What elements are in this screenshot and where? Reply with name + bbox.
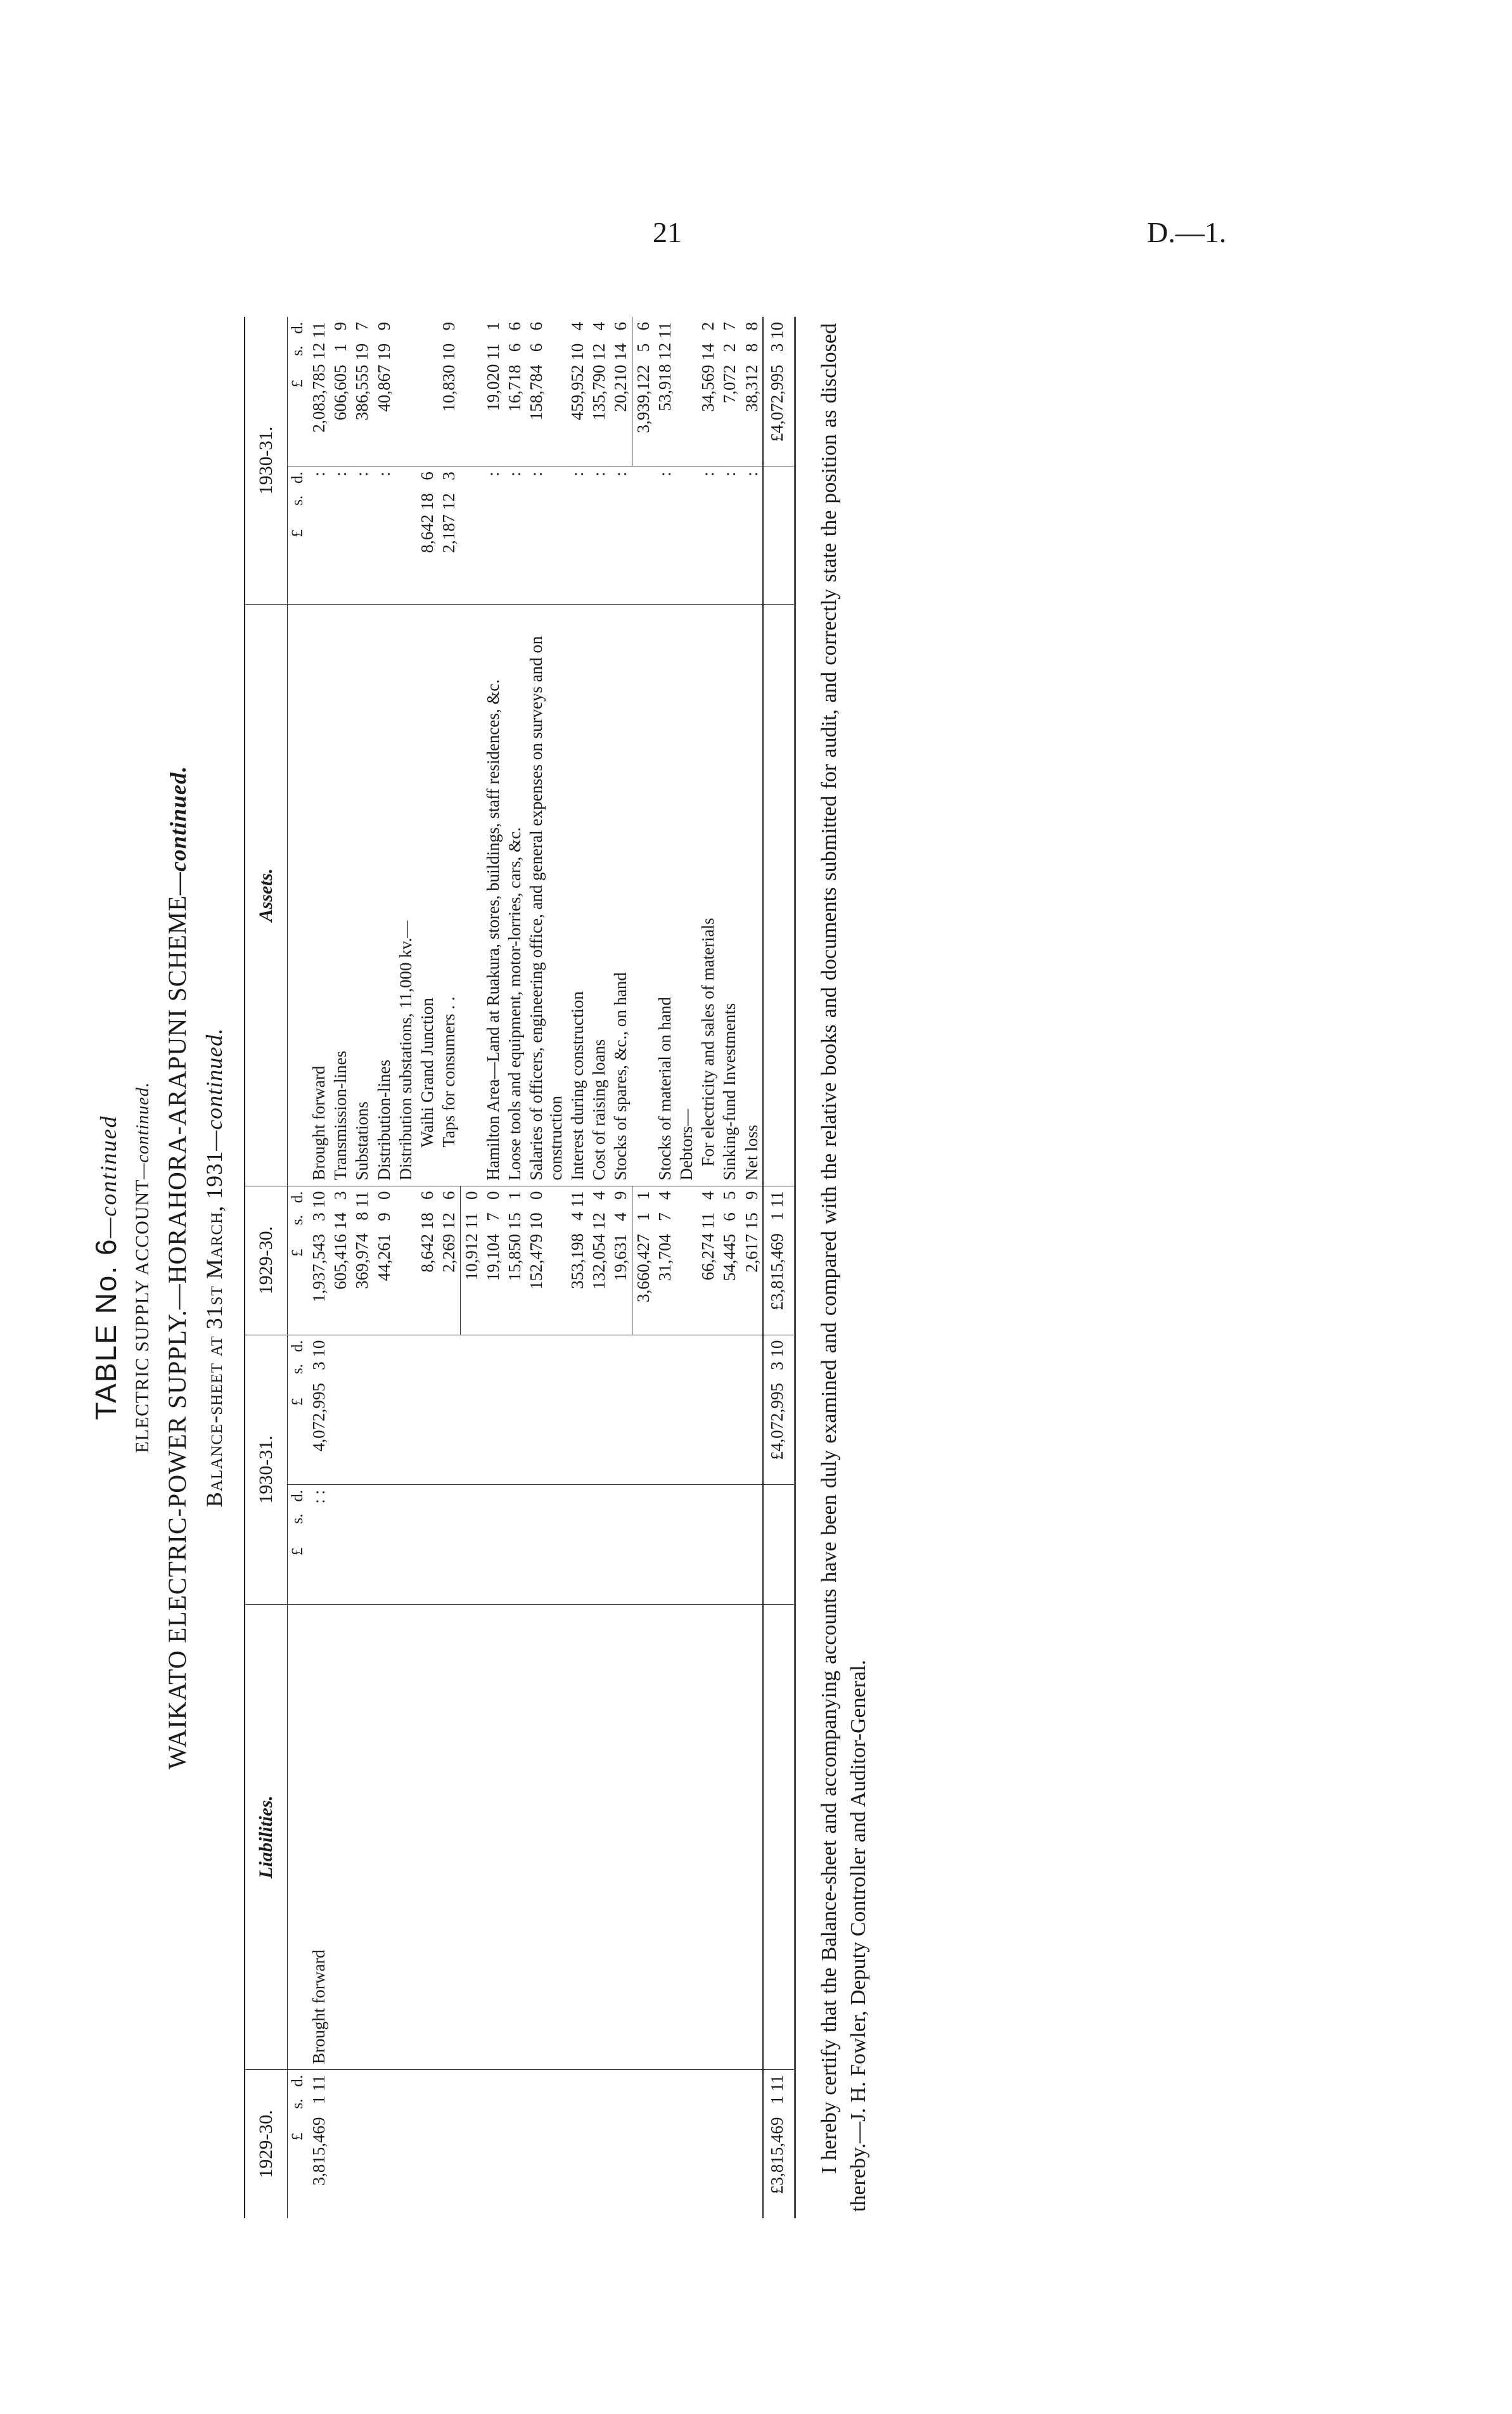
asset-label: Stocks of spares, &c., on hand — [610, 605, 632, 1186]
liab-label: Brought forward — [308, 1605, 330, 2070]
table-row — [482, 317, 504, 2218]
asset-1930-sub: 8,642 18 6 — [416, 466, 438, 605]
asset-1930-value: 10,830 10 9 — [438, 317, 460, 466]
page-number: 21 — [653, 216, 682, 248]
asset-1930-sub: : — [697, 466, 719, 605]
header-assets-1929: 1929-30. — [245, 1186, 288, 1335]
asset-1930-sub — [395, 466, 416, 605]
asset-1929-value — [395, 1186, 416, 1335]
asset-1929-value: 31,704 7 4 — [654, 1186, 676, 1335]
unit-label: £ s. d. — [288, 466, 309, 605]
unit-label: £ s. d. — [288, 1335, 309, 1484]
asset-1930-sub: : — [308, 466, 330, 605]
asset-1929-value: 605,416 14 3 — [330, 1186, 351, 1335]
unit-label: £ s. d. — [288, 1484, 309, 1604]
asset-1930-sub: : — [654, 466, 676, 605]
asset-1930-sub: : — [567, 466, 588, 605]
header-assets-1930: 1930-31. — [245, 317, 288, 605]
asset-1929-value: 2,269 12 6 — [438, 1186, 460, 1335]
page-reference: D.—1. — [1147, 216, 1227, 248]
asset-1930-sub: : — [373, 466, 395, 605]
asset-1930-value: 53,918 12 11 — [654, 317, 676, 466]
asset-1930-sub — [460, 466, 482, 605]
asset-1929-subtotal: 3,660,427 1 1 — [632, 1186, 654, 1335]
asset-1929-value: 152,479 10 0 — [525, 1186, 566, 1335]
asset-label: For electricity and sales of materials — [697, 605, 719, 1186]
asset-1929-total: £3,815,469 1 11 — [763, 1186, 795, 1335]
table-row — [525, 317, 566, 2218]
auditor-certificate: I hereby certify that the Balance-sheet and accompanying accounts have been duly examined and compared with the relative books and documents submitted for audit, and correctly state the position as disclosed thereby.—J. H. Fowler, Deputy Controller and Auditor-General. — [817, 323, 870, 2212]
table-row — [460, 317, 482, 2218]
liab-1930-total: £4,072,995 3 10 — [763, 1335, 795, 1484]
asset-1930-sub: : — [588, 466, 610, 605]
asset-label: Substations — [351, 605, 373, 1186]
asset-1930-value: 459,952 10 4 — [567, 317, 588, 466]
asset-1930-value — [460, 317, 482, 466]
asset-1930-value: 135,790 12 4 — [588, 317, 610, 466]
liab-1929-brought-forward: 3,815,469 1 11 — [309, 2074, 328, 2186]
asset-1929-value: 353,198 4 11 — [567, 1186, 588, 1335]
asset-1929-value: 369,974 8 11 — [351, 1186, 373, 1335]
table-row — [741, 317, 763, 2218]
table-row — [676, 317, 697, 2218]
asset-1930-sub: : — [610, 466, 632, 605]
asset-1930-value: 158,784 6 6 — [525, 317, 566, 466]
asset-1930-value: 16,718 6 6 — [504, 317, 525, 466]
asset-1929-value — [676, 1186, 697, 1335]
balance-sheet-table — [244, 317, 796, 2218]
asset-1930-sub: : — [719, 466, 740, 605]
asset-1930-value: 40,867 19 9 — [373, 317, 395, 466]
asset-label: Taps for consumers . . — [438, 605, 460, 1186]
asset-label: Loose tools and equipment, motor-lorries, cars, &c. — [504, 605, 525, 1186]
asset-1930-sub — [632, 466, 654, 605]
asset-1929-value: 66,274 11 4 — [697, 1186, 719, 1335]
asset-1929-value: 19,104 7 0 — [482, 1186, 504, 1335]
asset-1930-value: 606,605 1 9 — [330, 317, 351, 466]
header-liabilities: Liabilities. — [245, 1605, 288, 2070]
asset-1930-subtotal: 3,939,122 5 6 — [632, 317, 654, 466]
asset-1929-value: 44,261 9 0 — [373, 1186, 395, 1335]
table-row — [632, 317, 654, 2218]
asset-1929-subtotal: 10,912 11 0 — [460, 1186, 482, 1335]
table-row — [416, 317, 438, 2218]
scheme-title: WAIKATO ELECTRIC-POWER SUPPLY.—HORAHORA-ARAPUNI SCHEME—continued. — [163, 766, 191, 1769]
asset-1929-value: 132,054 12 4 — [588, 1186, 610, 1335]
asset-label: Interest during construction — [567, 605, 588, 1186]
unit-label: £ s. d. — [289, 2074, 306, 2141]
asset-label: Hamilton Area—Land at Ruakura, stores, buildings, staff residences, &c. — [482, 605, 504, 1186]
title-block — [89, 317, 227, 2218]
asset-label: Waihi Grand Junction — [416, 605, 438, 1186]
rotated-table-block — [76, 317, 1280, 2218]
table-row — [588, 317, 610, 2218]
table-row — [330, 317, 351, 2218]
asset-1929-value: 54,445 6 5 — [719, 1186, 740, 1335]
account-title: ELECTRIC SUPPLY ACCOUNT—continued. — [132, 1082, 153, 1453]
table-row — [697, 317, 719, 2218]
asset-1930-sub: : — [351, 466, 373, 605]
asset-1930-total: £4,072,995 3 10 — [763, 317, 795, 466]
header-liab-1930: 1930-31. — [245, 1335, 288, 1604]
units-row — [288, 317, 309, 2218]
table-number: TABLE No. 6—continued — [89, 1115, 122, 1420]
asset-1930-sub: : — [504, 466, 525, 605]
asset-1930-value: 2,083,785 12 11 — [308, 317, 330, 466]
asset-label: Salaries of officers, engineering office, and general expenses on surveys and on construction — [525, 605, 566, 1186]
asset-label: Cost of raising loans — [588, 605, 610, 1186]
totals-row — [763, 317, 795, 2218]
unit-label: £ s. d. — [288, 317, 309, 466]
asset-1930-value — [416, 317, 438, 466]
asset-1929-value: 15,850 15 1 — [504, 1186, 525, 1335]
asset-1930-value — [676, 317, 697, 466]
asset-1929-value: 1,937,543 3 10 — [308, 1186, 330, 1335]
asset-1929-value: 19,631 4 9 — [610, 1186, 632, 1335]
liab-1930-brought-forward: 4,072,995 3 10 — [308, 1335, 330, 1484]
asset-label: Stocks of material on hand — [654, 605, 676, 1186]
header-row — [245, 317, 288, 2218]
asset-label: Transmission-lines — [330, 605, 351, 1186]
sheet-title: Balance-sheet at 31st March, 1931—continued. — [202, 1027, 227, 1508]
table-row — [308, 317, 330, 2218]
liab-1930-sub: : : — [308, 1484, 330, 1604]
asset-1930-sub: : — [525, 466, 566, 605]
asset-label: Sinking-fund Investments — [719, 605, 740, 1186]
asset-label: Distribution-lines — [373, 605, 395, 1186]
asset-label: Brought forward — [308, 605, 330, 1186]
header-assets: Assets. — [245, 605, 288, 1186]
asset-label: Debtors— — [676, 605, 697, 1186]
asset-1930-value: 7,072 2 7 — [719, 317, 740, 466]
asset-1930-sub: : — [482, 466, 504, 605]
asset-1930-value: 19,020 11 1 — [482, 317, 504, 466]
liab-1929-total: £3,815,469 1 11 — [763, 2069, 795, 2218]
asset-1930-sub: : — [330, 466, 351, 605]
asset-1930-value: 386,555 19 7 — [351, 317, 373, 466]
asset-1930-value: 20,210 14 6 — [610, 317, 632, 466]
asset-label: Distribution substations, 11,000 kv.— — [395, 605, 416, 1186]
asset-label: Net loss — [741, 605, 763, 1186]
asset-1930-sub: 2,187 12 3 — [438, 466, 460, 605]
table-row — [351, 317, 373, 2218]
asset-1930-value: 34,569 14 2 — [697, 317, 719, 466]
table-row — [567, 317, 588, 2218]
asset-1930-sub: : — [741, 466, 763, 605]
asset-1930-value — [395, 317, 416, 466]
table-row — [438, 317, 460, 2218]
table-row — [719, 317, 740, 2218]
unit-label: £ s. d. — [288, 1186, 309, 1335]
header-liab-1929: 1929-30. — [245, 2069, 288, 2218]
table-row — [395, 317, 416, 2218]
table-row — [504, 317, 525, 2218]
table-row — [654, 317, 676, 2218]
table-row — [610, 317, 632, 2218]
table-row — [373, 317, 395, 2218]
asset-1930-value: 38,312 8 8 — [741, 317, 763, 466]
asset-label — [460, 605, 482, 1186]
asset-1929-value: 8,642 18 6 — [416, 1186, 438, 1335]
asset-1929-value: 2,617 15 9 — [741, 1186, 763, 1335]
asset-1930-sub — [676, 466, 697, 605]
asset-label — [632, 605, 654, 1186]
